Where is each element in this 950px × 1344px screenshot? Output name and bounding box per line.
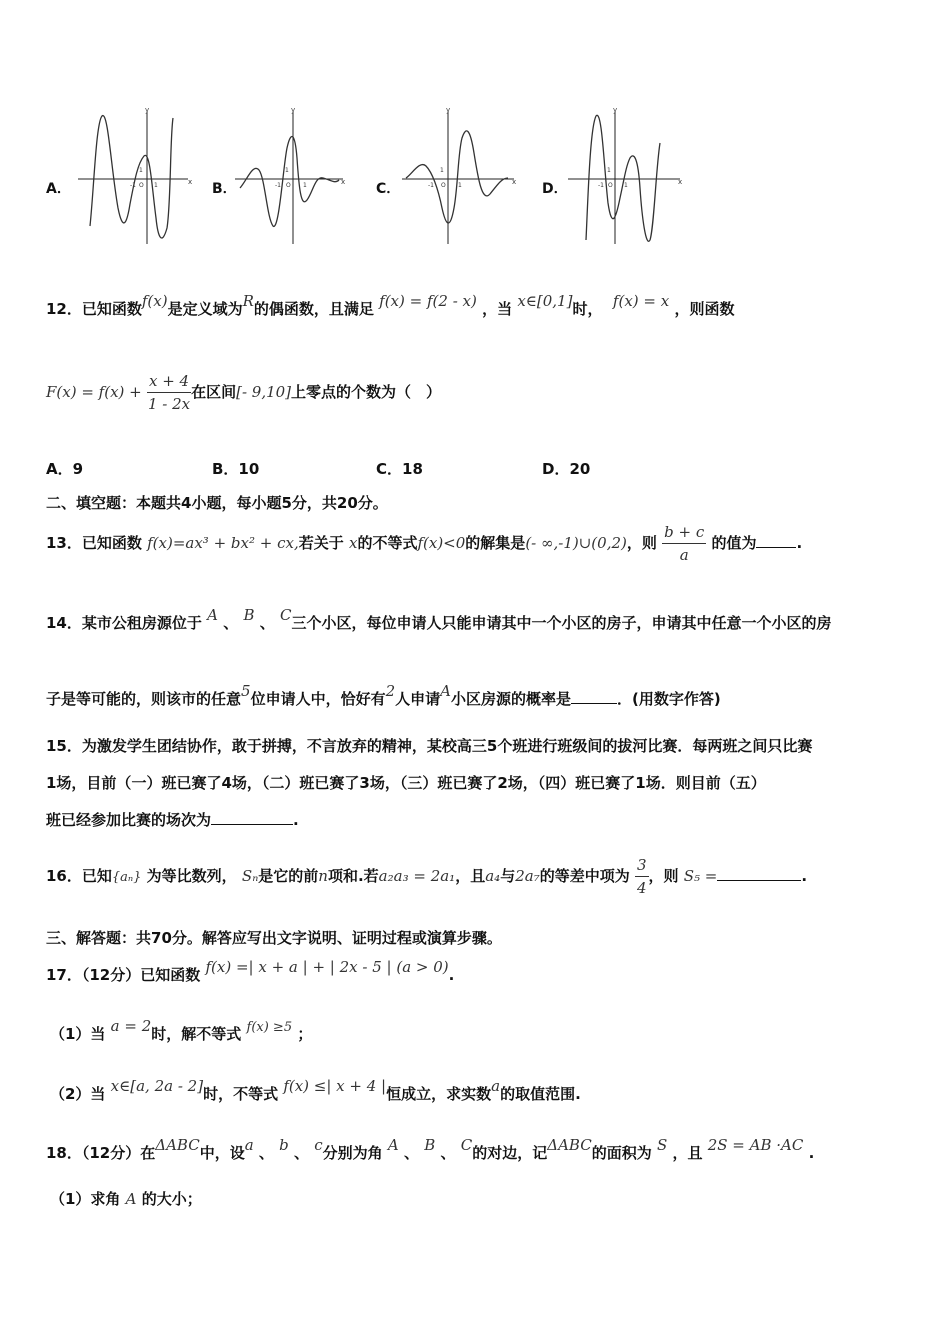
q12-option-c: C．18 (376, 460, 423, 478)
q14-district-a: A (207, 606, 218, 624)
q12-text-3: 的偶函数，且满足 (253, 300, 374, 318)
q17-s2-text-3: 恒成立，求实数 (386, 1085, 492, 1103)
q18-text-1: 18．（12分）在 (46, 1144, 156, 1162)
q13-text-5: ，则 (626, 534, 657, 552)
question-14-line-2 (46, 682, 721, 709)
q12-fx: f(x) (141, 292, 168, 310)
section-2-heading: 二、填空题：本题共4小题，每小题5分，共20分。 (46, 494, 388, 512)
q14-district-a-2: A (440, 682, 451, 700)
q18-period: . (808, 1144, 815, 1162)
q14-district-c: C (279, 606, 292, 624)
tick-origin: O (139, 182, 144, 189)
q18-s1-text-1: （1）求角 (50, 1190, 121, 1208)
q17-s2-text-4: 的取值范围. (500, 1085, 581, 1103)
x-label: x (188, 178, 193, 186)
q17-text-1: 17．（12分）已知函数 (46, 966, 201, 984)
y-label: y (446, 106, 451, 114)
q18-sep-2: 、 (294, 1144, 310, 1162)
q14-count-5: 5 (241, 682, 251, 700)
q17-s1-text-1: （1）当 (50, 1025, 106, 1043)
q17-s1-condition: a = 2 (110, 1017, 152, 1035)
tick-neg1: -1 (275, 182, 281, 189)
option-b-label: B． (212, 181, 237, 197)
q14-count-2: 2 (385, 682, 396, 700)
q14-sep-1: 、 (223, 614, 239, 632)
tick-x1: 1 (458, 182, 462, 189)
question-13 (46, 523, 802, 564)
q13-function: f(x)=ax³ + bx² + cx, (147, 534, 299, 552)
tick-origin: O (608, 182, 613, 189)
q18-s1-text-2: 的大小； (141, 1190, 202, 1208)
q12-interval: [- 9,10] (236, 383, 292, 401)
q15-period: . (293, 811, 299, 829)
question-15-line-3 (46, 809, 299, 830)
q14-text-7: ．(用数字作答) (617, 690, 721, 708)
q12-text-8: 上零点的个数为（ ） (291, 383, 442, 401)
q16-frac-den: 4 (636, 879, 647, 897)
q12-option-a: A．9 (46, 460, 84, 478)
q13-text-1: 13．已知函数 (46, 534, 142, 552)
y-label: y (145, 106, 150, 114)
question-12-line-1 (46, 292, 735, 319)
q13-text-6: 的值为 (711, 534, 757, 552)
q15-text-3: 班已经参加比赛的场次为 (46, 811, 212, 829)
tick-y1: 1 (285, 167, 289, 174)
q18-text-2: 中，设 (199, 1144, 245, 1162)
question-17-part-1 (50, 1017, 313, 1044)
q12-text-7: 在区间 (191, 383, 237, 401)
q17-s1-end: ； (297, 1025, 313, 1043)
q16-condition: a₂a₃ = 2a₁ (378, 867, 456, 885)
q16-period: . (801, 867, 808, 885)
q12-text-5: 时， (572, 300, 603, 318)
q16-sequence: {aₙ} (111, 870, 142, 885)
q13-var-x: x (348, 534, 358, 552)
q14-text-6: 小区房源的概率是 (450, 690, 571, 708)
q12-option-d: D．20 (542, 460, 591, 478)
q16-S5: S₅ = (683, 867, 718, 885)
q16-n: n (318, 867, 328, 885)
q13-text-2: 若关于 (298, 534, 344, 552)
question-18 (46, 1136, 815, 1163)
q12-symmetry-eq: f(x) = f(2 - x) (379, 292, 477, 310)
q12-domain: R (242, 292, 254, 310)
q13-frac-num: b + c (662, 523, 706, 544)
q12-condition: x∈[0,1] (517, 292, 573, 310)
q13-fraction (662, 523, 706, 564)
x-label: x (512, 178, 517, 186)
q17-function: f(x) =| x + a | + | 2x - 5 | (a > 0) (205, 958, 449, 976)
q16-text-3: 是它的前 (258, 867, 319, 885)
q18-text-4: 的对边，记 (472, 1144, 548, 1162)
curve (586, 115, 660, 241)
q12-text-1: 12．已知函数 (46, 300, 142, 318)
q18-sep-1: 、 (258, 1144, 274, 1162)
q13-text-3: 的不等式 (357, 534, 418, 552)
question-15-line-1: 15．为激发学生团结协作，敢于拼搏，不言放弃的精神，某校高三5个班进行班级间的拔河比赛．每两班之间只比赛 (46, 737, 813, 755)
q18-s1-angle-a: A (125, 1190, 137, 1208)
q12-text-4: ，当 (482, 300, 513, 318)
x-label: x (341, 178, 346, 186)
q13-inequality: f(x)<0 (417, 534, 466, 552)
q17-s2-text-2: 时，不等式 (203, 1085, 279, 1103)
q14-text-2: 三个小区，每位申请人只能申请其中一个小区的房子，申请其中任意一个小区的房 (291, 614, 832, 632)
y-label: y (291, 106, 296, 114)
q16-answer-blank[interactable] (717, 866, 801, 881)
q12-fx-eq-x: f(x) = x (612, 292, 670, 310)
q14-text-5: 人申请 (395, 690, 441, 708)
option-a-label: A． (46, 181, 71, 197)
q12-option-b: B．10 (212, 460, 260, 478)
q18-angle-b: B (424, 1136, 436, 1154)
q18-text-5: 的面积为 (591, 1144, 652, 1162)
tick-neg1: -1 (598, 182, 604, 189)
q18-side-b: b (279, 1136, 289, 1154)
question-18-part-1 (50, 1188, 202, 1209)
y-label: y (613, 106, 618, 114)
tick-origin: O (441, 182, 446, 189)
q18-angle-c: C (460, 1136, 473, 1154)
graph-option-d (568, 108, 688, 248)
tick-y1: 1 (607, 167, 611, 174)
q16-text-8: ，则 (648, 867, 679, 885)
tick-x1: 1 (154, 182, 158, 189)
q16-text-7: 的等差中项为 (539, 867, 630, 885)
question-17-part-2 (50, 1077, 581, 1104)
q12-frac-den: 1 - 2x (147, 395, 191, 413)
q17-s2-inequality: f(x) ≤| x + 4 | (283, 1077, 387, 1095)
q14-sep-2: 、 (259, 614, 275, 632)
tick-neg1: -1 (428, 182, 434, 189)
q13-frac-den: a (679, 546, 689, 564)
q16-frac-num: 3 (635, 856, 649, 877)
q12-F-lhs: F(x) = f(x) + (46, 383, 142, 401)
q17-s2-var-a: a (491, 1077, 501, 1095)
q16-text-6: 与 (500, 867, 516, 885)
q12-text-6: ，则函数 (674, 300, 735, 318)
question-16 (46, 856, 807, 897)
tick-x1: 1 (303, 182, 307, 189)
q12-fraction (147, 372, 191, 413)
option-c-label: C． (376, 181, 401, 197)
q15-answer-blank[interactable] (211, 810, 293, 825)
tick-y1: 1 (139, 167, 143, 174)
q17-period: . (448, 966, 455, 984)
q18-sep-3: 、 (403, 1144, 419, 1162)
q18-side-a: a (244, 1136, 254, 1154)
q18-condition: 2S = AB ·AC (707, 1136, 804, 1154)
q16-fraction (635, 856, 649, 897)
q16-2a7: 2a₇ (515, 867, 540, 885)
q14-text-1: 14．某市公租房源位于 (46, 614, 202, 632)
q17-s2-text-1: （2）当 (50, 1085, 106, 1103)
q17-s1-inequality: f(x) ≥5 (246, 1020, 293, 1035)
q16-text-2: 为等比数列， (146, 867, 237, 885)
q13-period: . (796, 534, 803, 552)
tick-origin: O (286, 182, 291, 189)
curve (90, 116, 173, 238)
x-label: x (678, 178, 683, 186)
q12-frac-num: x + 4 (147, 372, 191, 393)
q16-a4: a₄ (485, 867, 501, 885)
graph-option-b (235, 108, 350, 248)
section-3-heading: 三、解答题：共70分。解答应写出文字说明、证明过程或演算步骤。 (46, 929, 502, 947)
q18-triangle: ΔABC (155, 1136, 200, 1154)
q14-text-3: 子是等可能的，则该市的任意 (46, 690, 242, 708)
graph-option-a (78, 108, 193, 248)
q18-side-c: c (314, 1136, 323, 1154)
q18-triangle-2: ΔABC (547, 1136, 592, 1154)
curve (406, 131, 508, 223)
q13-answer-blank[interactable] (756, 533, 796, 548)
q18-area-S: S (656, 1136, 668, 1154)
question-15-line-2: 1场，目前（一）班已赛了4场，（二）班已赛了3场，（三）班已赛了2场，（四）班已赛了1场．则目前（五） (46, 774, 766, 792)
q13-solution-set: (- ∞,-1)∪(0,2) (525, 534, 627, 552)
q12-text-2: 是定义域为 (167, 300, 243, 318)
tick-neg1: -1 (130, 182, 136, 189)
q16-Sn: Sₙ (241, 867, 259, 885)
q18-sep-4: 、 (440, 1144, 456, 1162)
q14-district-b: B (243, 606, 255, 624)
q18-text-6: ，且 (672, 1144, 703, 1162)
q18-text-3: 分别为角 (322, 1144, 383, 1162)
graph-option-c (402, 108, 522, 248)
tick-y1: 1 (440, 167, 444, 174)
q17-s2-condition: x∈[a, 2a - 2] (110, 1077, 204, 1095)
question-14-line-1 (46, 606, 832, 633)
q16-text-1: 16．已知 (46, 867, 112, 885)
q16-text-4: 项和.若 (327, 867, 379, 885)
q18-angle-a: A (387, 1136, 399, 1154)
option-d-label: D． (542, 181, 568, 197)
question-12-line-2 (46, 372, 441, 413)
q13-text-4: 的解集是 (465, 534, 526, 552)
tick-x1: 1 (624, 182, 628, 189)
question-17 (46, 958, 455, 985)
q17-s1-text-2: 时，解不等式 (151, 1025, 242, 1043)
q14-text-4: 位申请人中，恰好有 (250, 690, 386, 708)
q14-answer-blank[interactable] (571, 689, 617, 704)
q16-text-5: ，且 (455, 867, 486, 885)
